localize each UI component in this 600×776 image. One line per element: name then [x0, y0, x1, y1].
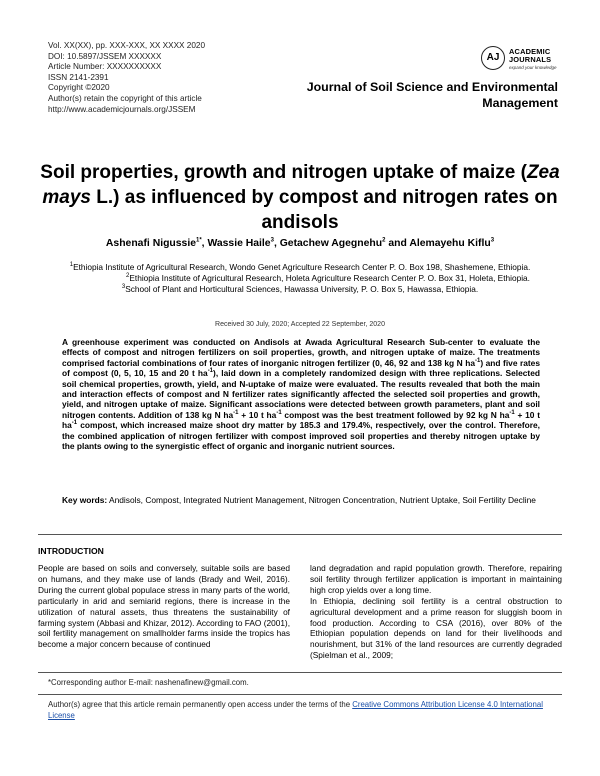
keywords-text: Andisols, Compost, Integrated Nutrient Management, Nitrogen Concentration, Nutrient Uptake, Soil Fertility Decline — [107, 495, 536, 505]
author-list — [40, 238, 560, 249]
corresponding-author: *Corresponding author E-mail: nashenafinew@gmail.com. — [48, 678, 249, 687]
license-link[interactable]: Creative Commons Attribution License 4.0 International License — [48, 700, 543, 720]
license-divider — [38, 694, 562, 695]
logo-name-line1: ACADEMIC — [509, 47, 551, 56]
journal-name — [278, 79, 558, 111]
intro-column-right — [310, 563, 562, 661]
article-number: Article Number: XXXXXXXXXX — [48, 62, 162, 72]
abstract-text-6: + 10 t ha — [62, 409, 540, 431]
abstract-sup-2: -1 — [207, 368, 214, 375]
abstract-text-5: compost was the best treatment followed by 92 kg N ha — [281, 409, 510, 420]
intro-paragraph-1-cont: land degradation and rapid population growth. Therefore, repairing soil fertility through fertilizer application is important in maintaining high crop yields over a long time. — [310, 563, 562, 595]
title-part2: L.) as influenced by compost and nitrogen rates on andisols — [90, 187, 558, 233]
logo-tagline: expand your knowledge — [509, 65, 557, 70]
intro-paragraph-2: In Ethiopia, declining soil fertility is a central obstruction to agricultural development and a prime reason for sluggish boom in food production. According to CSA (2016), over 80% of the Ethiopian population depends on land for their livelihoods and nourishment, but 31% of the land resources are currently degraded (Spielman et al., 2009; — [310, 595, 562, 661]
affiliation-2-text: Ethiopia Institute of Agricultural Research, Holeta Agriculture Research Center P. O. Box 31, Holeta, Ethiopia. — [129, 273, 530, 283]
abstract-sup-4: -1 — [276, 410, 282, 417]
logo-name-line2: JOURNALS — [509, 55, 552, 64]
logo-wordmark — [509, 48, 551, 64]
abstract-sup-1: -1 — [475, 358, 481, 365]
author-3: , Getachew Agegnehu — [273, 238, 383, 249]
doi: DOI: 10.5897/JSSEM XXXXXX — [48, 51, 162, 61]
title-species: Zea mays — [42, 162, 560, 208]
keywords-label: Key words: — [62, 495, 108, 505]
affiliation-1 — [40, 262, 560, 273]
abstract-sup-3: -1 — [233, 410, 239, 417]
rights-statement: Author(s) retain the copyright of this article — [48, 93, 202, 103]
footnote-divider — [38, 672, 562, 673]
affiliation-3 — [40, 284, 560, 295]
introduction-heading: INTRODUCTION — [38, 546, 104, 556]
abstract-text-4: + 10 t ha — [238, 409, 277, 420]
affiliation-3-sup: 3 — [121, 284, 126, 291]
academic-journals-logo — [481, 46, 591, 74]
title-part1: Soil properties, growth and nitrogen uptake of maize ( — [40, 162, 527, 183]
journal-url[interactable]: http://www.academicjournals.org/JSSEM — [48, 104, 196, 114]
abstract-text-2: ) and five rates of compost (0, 5, 10, 15 and 20 t ha — [62, 357, 541, 379]
volume-info: Vol. XX(XX), pp. XXX-XXX, XX XXXX 2020 — [48, 41, 206, 50]
license-text: Author(s) agree that this article remain permanently open access under the terms of the — [48, 700, 353, 709]
abstract-text-1: A greenhouse experiment was conducted on Andisols at Awada Agricultural Research Sub-center to evaluate the effects of compost and nitrogen fertilizers on soil properties, growth, and nitrogen uptake of maize. The treatments comprised factorial combinations of four rates of inorganic nitrogen fertilizer (0, 46, 92 and 138 kg N ha — [62, 337, 540, 368]
author-3-affil: 2 — [382, 237, 386, 244]
license-statement — [48, 700, 552, 721]
abstract-text-3: ), laid down in a completely randomized design with three replications. Selected soil chemical properties, growth, yield, and N-uptake of maize were evaluated. The results revealed that both the main and interaction effects of compost and N fertilizer rates significantly affected the selected soil properties and growth, yield, and nitrogen uptake of maize. Significant associations were detected between growth parameters, plant and soil nitrogen contents. Addition of 138 kg N ha — [62, 368, 540, 420]
affiliation-2-sup: 2 — [126, 273, 130, 280]
affiliation-1-text: Ethiopia Institute of Agricultural Research, Wondo Genet Agriculture Research Center P. O. Box 198, Shashemene, Ethiopia. — [73, 262, 531, 272]
section-divider — [38, 534, 562, 535]
abstract-sup-5: -1 — [509, 410, 515, 417]
affiliation-3-text: School of Plant and Horticultural Sciences, Hawassa University, P. O. Box 5, Hawassa, Ethiopia. — [125, 284, 479, 294]
keywords — [62, 495, 540, 506]
abstract-text-7: compost, which increased maize shoot dry matter by 185.3 and 179.4%, respectively, over the control. Therefore, the combined application of nitrogen fertilizer with compost improved soil properties and thereby nitrogen uptake by the plants owing to the synergistic effect of organic and inorganic nutrient sources. — [62, 420, 540, 452]
journal-name-line2: Management — [482, 96, 558, 110]
affiliation-2 — [40, 273, 560, 284]
affiliations — [40, 262, 560, 295]
intro-paragraph-1: People are based on soils and conversely, suitable soils are based on humans, and they make use of lands (Brady and Weil, 2016). During the current global populace stress in many parts of the world, particularly in arid and semiarid regions, there is increase in the utilization of natural assets, thus threatens the sustainability of farming system (Abbasi and Khizar, 2012). According to FAO (2001), soil fertility management on smallholder farms inside the tropics has become a major concern because of continued — [38, 563, 290, 650]
aj-logo-icon: AJ — [481, 46, 505, 70]
author-1: Ashenafi Nigussie — [105, 238, 196, 249]
article-title — [40, 160, 560, 235]
issn: ISSN 2141-2391 — [48, 72, 109, 82]
copyright: Copyright ©2020 — [48, 83, 110, 93]
author-2: , Wassie Haile — [201, 238, 271, 249]
abstract-sup-6: -1 — [71, 420, 78, 427]
author-2-affil: 3 — [270, 237, 274, 244]
journal-name-line1: Journal of Soil Science and Environmental — [306, 80, 558, 94]
intro-column-left — [38, 563, 290, 650]
abstract — [62, 337, 540, 451]
article-metadata — [48, 41, 205, 115]
affiliation-1-sup: 1 — [69, 262, 74, 269]
author-1-affil: 1* — [196, 237, 202, 244]
received-dates: Received 30 July, 2020; Accepted 22 September, 2020 — [215, 321, 385, 328]
author-4: and Alemayehu Kiflu — [385, 238, 491, 249]
author-4-affil: 3 — [490, 237, 495, 244]
